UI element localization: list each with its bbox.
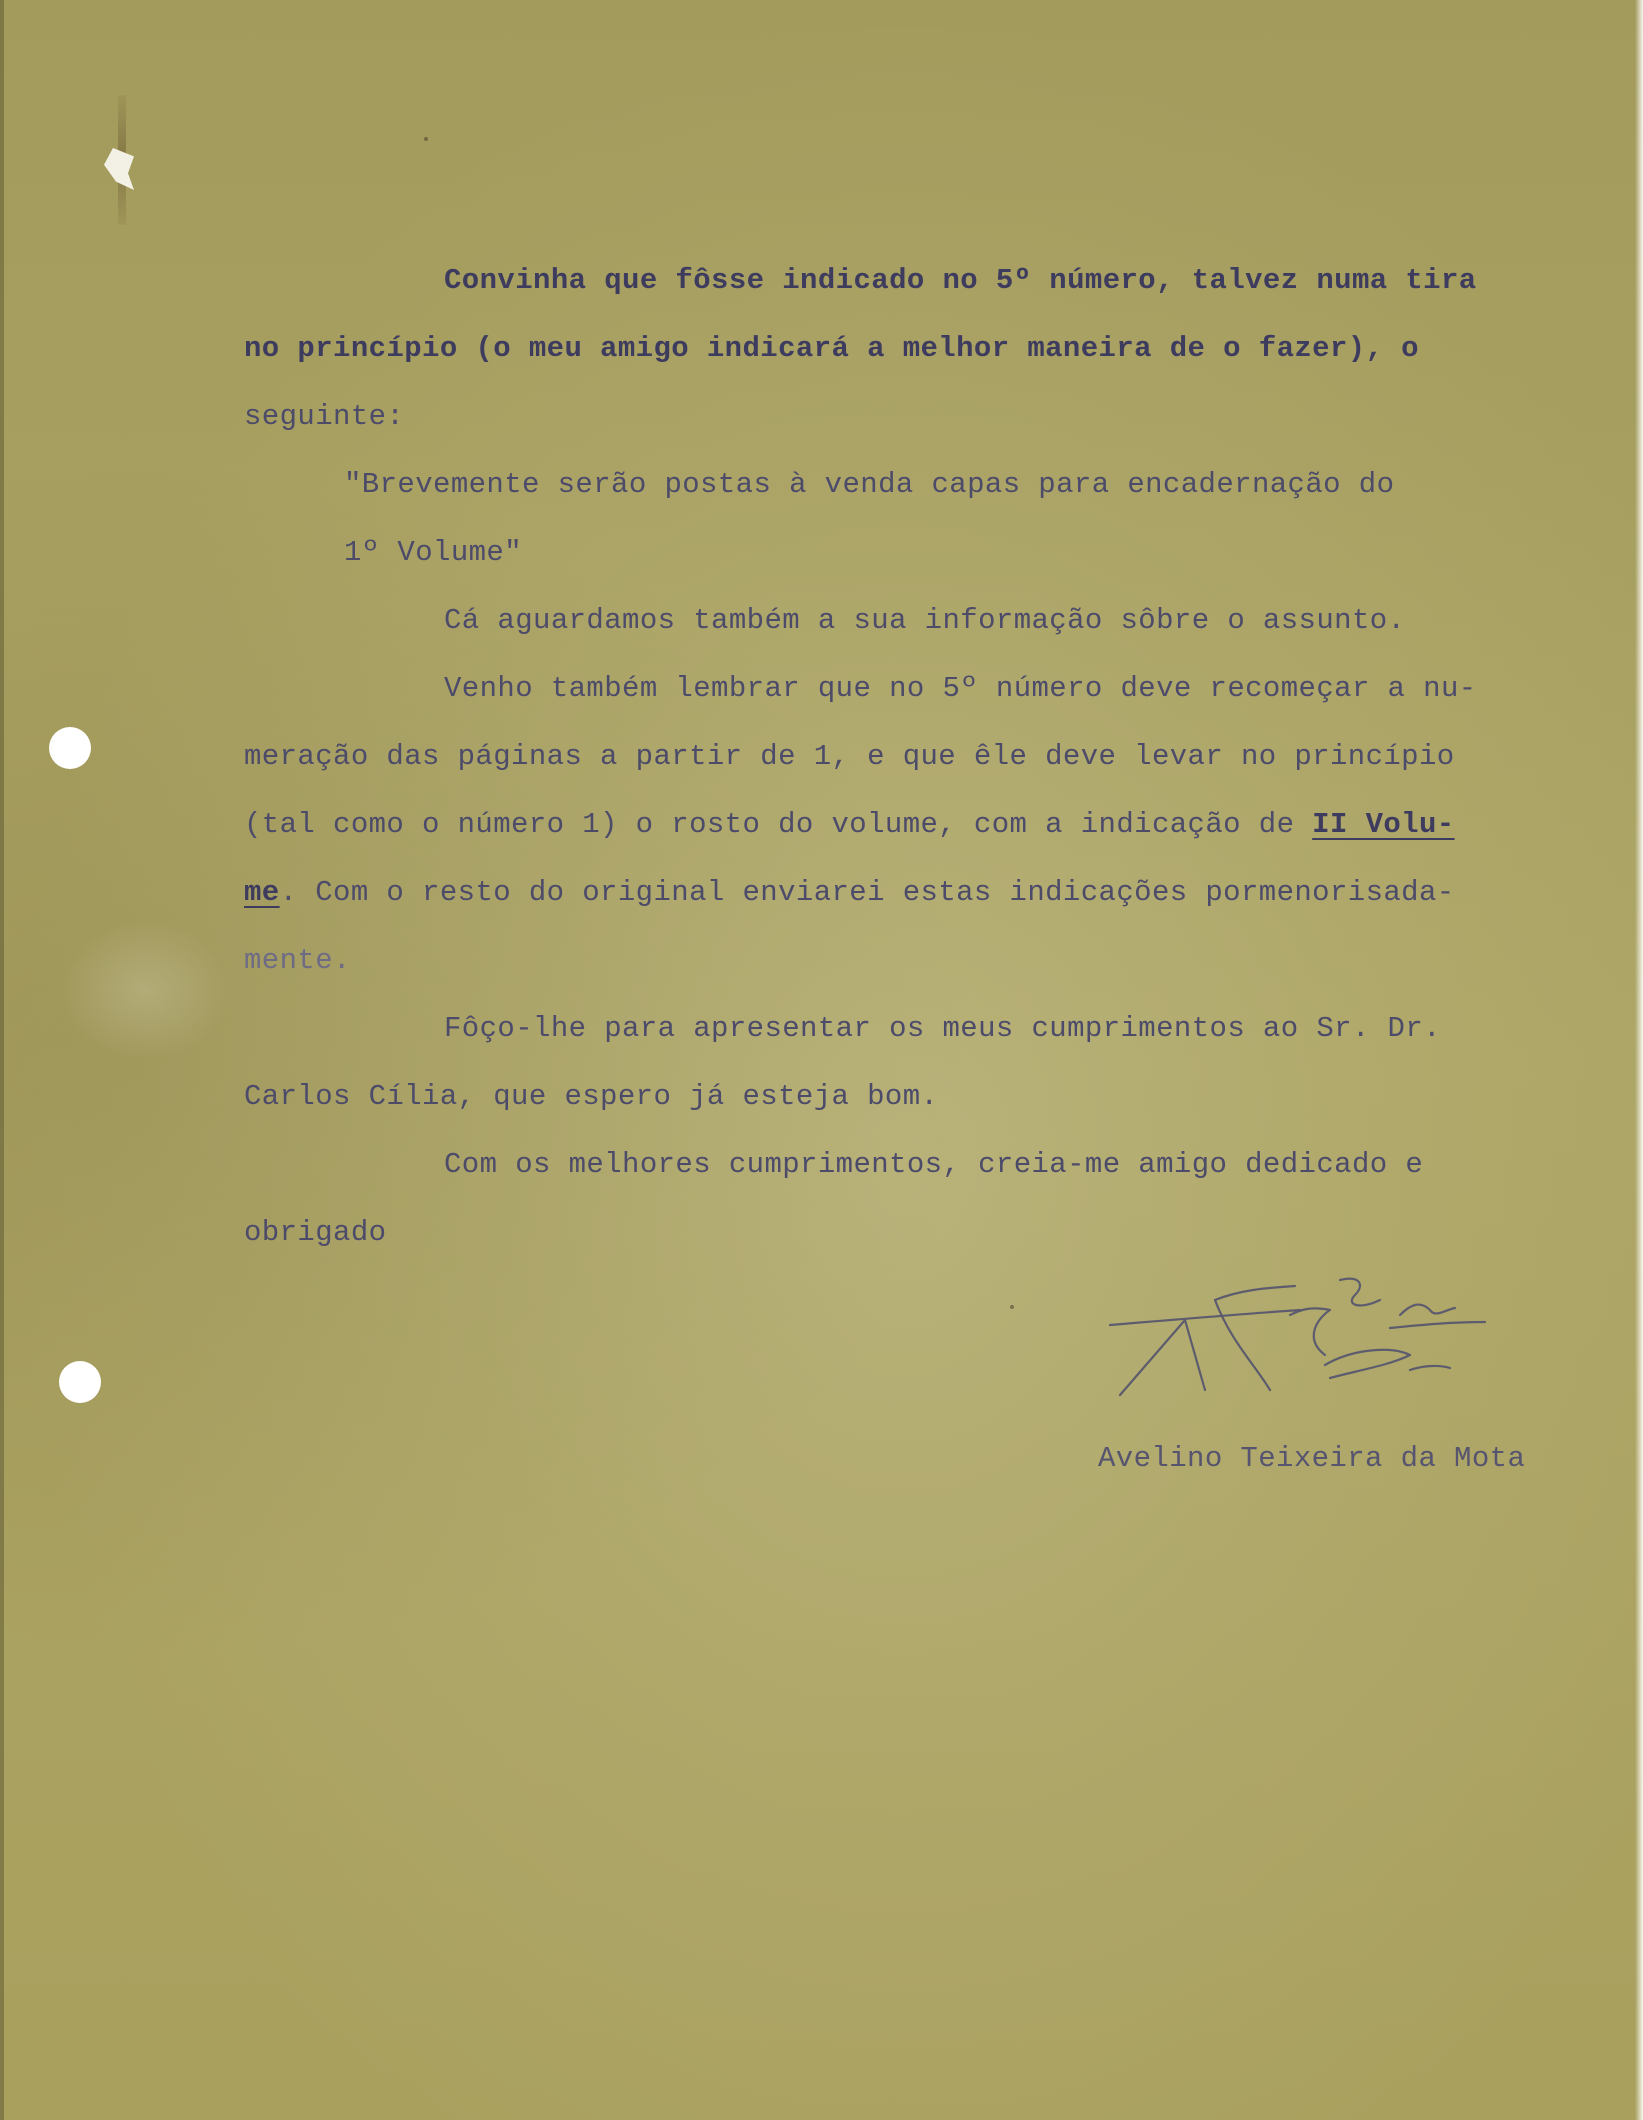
underlined-volume-end: me <box>244 876 280 909</box>
line: meração das páginas a partir de 1, e que êle deve levar no princípio <box>244 740 1455 773</box>
paper-smudge <box>60 920 230 1060</box>
signature-drawing <box>1090 1270 1490 1410</box>
line: obrigado <box>244 1216 387 1249</box>
page-left-edge <box>0 0 4 2120</box>
line: Fôço-lhe para apresentar os meus cumprimentos ao Sr. Dr. <box>444 1012 1441 1045</box>
paper-speck <box>424 137 428 141</box>
line: Venho também lembrar que no 5º número deve recomeçar a nu- <box>444 672 1477 705</box>
letter-body <box>244 247 1589 1267</box>
line: Com os melhores cumprimentos, creia-me amigo dedicado e <box>444 1148 1424 1181</box>
paragraph-greetings <box>244 995 1589 1131</box>
underlined-volume: II Volu- <box>1312 808 1455 841</box>
paragraph-request <box>244 247 1589 451</box>
line: (tal como o número 1) o rosto do volume, com a indicação de <box>244 808 1313 841</box>
punch-hole-upper <box>49 727 91 769</box>
line: Cá aguardamos também a sua informação sôbre o assunto. <box>444 604 1406 637</box>
line: seguinte: <box>244 400 405 433</box>
page-right-edge <box>1635 0 1643 2120</box>
line: Carlos Cília, que espero já esteja bom. <box>244 1080 939 1113</box>
handwritten-signature <box>1090 1270 1490 1410</box>
line: no princípio (o meu amigo indicará a melhor maneira de o fazer), o <box>244 332 1419 365</box>
line: . Com o resto do original enviarei estas indicações pormenorisada- <box>279 876 1455 909</box>
paragraph-awaiting <box>244 587 1589 655</box>
paragraph-numbering <box>244 655 1589 995</box>
paragraph-quote <box>244 451 1589 587</box>
line: 1º Volume" <box>344 536 523 569</box>
paragraph-closing <box>244 1131 1589 1267</box>
paper-speck <box>1010 1305 1014 1309</box>
line: "Brevemente serão postas à venda capas para encadernação do <box>344 468 1395 501</box>
punch-hole-lower <box>59 1361 101 1403</box>
line: Convinha que fôsse indicado no 5º número, talvez numa tira <box>444 264 1477 297</box>
line: mente. <box>244 944 351 977</box>
typed-signature-name: Avelino Teixeira da Mota <box>1098 1442 1526 1475</box>
